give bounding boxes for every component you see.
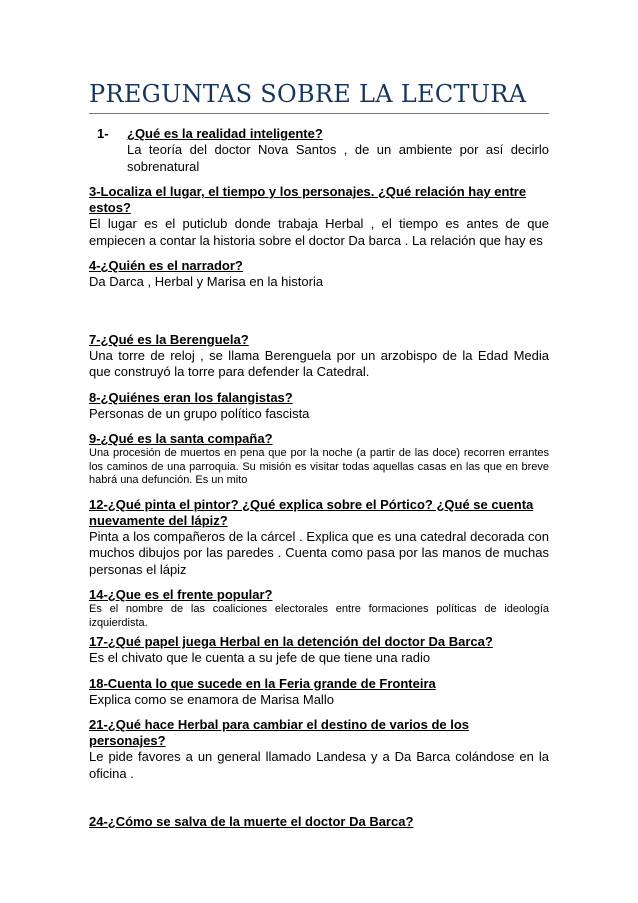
question: 21-¿Qué hace Herbal para cambiar el destino de varios de los personajes?: [89, 717, 470, 748]
question: 12-¿Qué pinta el pintor? ¿Qué explica sobre el Pórtico? ¿Qué se cuenta nuevamente del lápiz?: [89, 496, 534, 528]
answer: La teoría del doctor Nova Santos , de un ambiente por así decirlo sobrenatural: [127, 142, 549, 174]
list-item: [89, 431, 549, 488]
title-underline: [89, 113, 549, 114]
list-number: 1-: [97, 126, 109, 141]
question: 24-¿Cómo se salva de la muerte el doctor Da Barca?: [89, 814, 414, 829]
list-item: [89, 390, 549, 423]
answer: Una procesión de muertos en pena que por la noche (a partir de las doce) recorren errantes los caminos de una parroquia. Su misión es visitar todas aquellas casas en las que en breve habrá una defunción. Es un mito: [89, 447, 549, 486]
list-item: [89, 814, 549, 830]
answer: Explica como se enamora de Marisa Mallo: [89, 691, 334, 707]
list-item: [89, 184, 549, 249]
list-item: [89, 634, 549, 667]
question: 7-¿Qué es la Berenguela?: [89, 331, 249, 347]
answer: Es el chivato que le cuenta a su jefe de que tiene una radio: [89, 650, 431, 665]
question: 18-Cuenta lo que sucede en la Feria grande de Fronteira: [89, 675, 436, 691]
list-item: [89, 717, 549, 782]
answer: Es el nombre de las coaliciones electorales entre formaciones políticas de ideología izquierdista.: [89, 603, 549, 629]
list-item: [89, 676, 549, 709]
question: 14-¿Que es el frente popular?: [89, 587, 273, 602]
question-list: [89, 126, 549, 830]
answer: Personas de un grupo político fascista: [89, 405, 310, 421]
question: 9-¿Qué es la santa compaña?: [89, 431, 273, 446]
question: 17-¿Qué papel juega Herbal en la detención del doctor Da Barca?: [89, 634, 493, 649]
list-item: [89, 587, 549, 630]
question: 3-Localiza el lugar, el tiempo y los personajes. ¿Qué relación hay entre estos?: [89, 184, 527, 215]
list-item: [89, 332, 549, 381]
list-item: [89, 258, 549, 291]
answer: Pinta a los compañeros de la cárcel . Explica que es una catedral decorada con muchos dibujos por las paredes . Cuenta como pasa por las manos de muchas personas el lápiz: [89, 528, 549, 577]
answer: El lugar es el puticlub donde trabaja Herbal , el tiempo es antes de que empiecen a contar la historia sobre el doctor Da barca . La relación que hay es: [89, 216, 549, 248]
answer: Le pide favores a un general llamado Landesa y a Da Barca colándose en la oficina .: [89, 749, 549, 781]
question: ¿Qué es la realidad inteligente?: [127, 126, 323, 141]
answer: Da Darca , Herbal y Marisa en la historia: [89, 274, 324, 289]
page-title: PREGUNTAS SOBRE LA LECTURA: [89, 80, 527, 108]
answer: Una torre de reloj , se llama Berenguela por un arzobispo de la Edad Media que construyó la torre para defender la Catedral.: [89, 347, 549, 379]
list-item: [89, 126, 549, 175]
question: 8-¿Quiénes eran los falangistas?: [89, 389, 293, 405]
list-item: [89, 497, 549, 579]
question: 4-¿Quién es el narrador?: [89, 258, 243, 273]
